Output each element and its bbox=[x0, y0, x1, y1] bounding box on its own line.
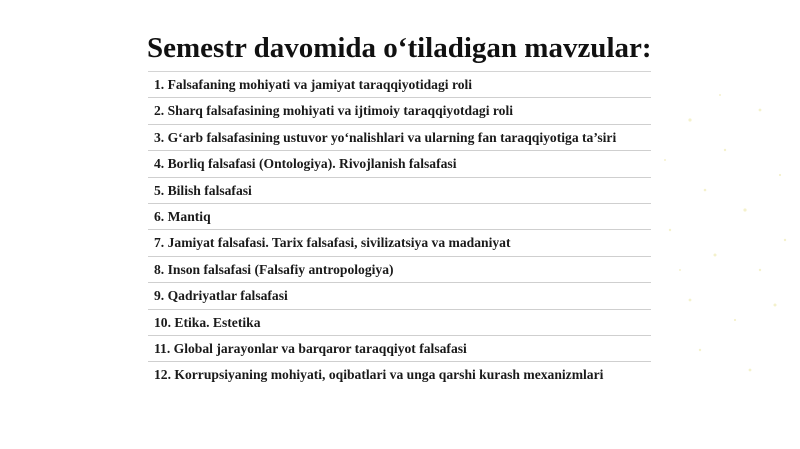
list-item: 12. Korrupsiyaning mohiyati, oqibatlari va unga qarshi kurash mexanizmlari bbox=[154, 367, 604, 383]
list-item: 6. Mantiq bbox=[148, 204, 651, 230]
list-item: 5. Bilish falsafasi bbox=[148, 178, 651, 204]
topic-list bbox=[148, 71, 651, 389]
list-item: 4. Borliq falsafasi (Ontologiya). Rivojlanish falsafasi bbox=[148, 151, 651, 177]
list-item: 11. Global jarayonlar va barqaror taraqqiyot falsafasi bbox=[148, 336, 651, 362]
page-title: Semestr davomida o‘tiladigan mavzular: bbox=[147, 32, 652, 64]
list-item: 2. Sharq falsafasining mohiyati va ijtimoiy taraqqiyotdagi roli bbox=[148, 98, 651, 124]
list-item: 9. Qadriyatlar falsafasi bbox=[148, 283, 651, 309]
list-item: 3. G‘arb falsafasining ustuvor yo‘nalishlari va ularning fan taraqqiyotiga ta’siri bbox=[148, 125, 651, 151]
list-item: 1. Falsafaning mohiyati va jamiyat taraqqiyotidagi roli bbox=[148, 72, 651, 98]
list-item: 7. Jamiyat falsafasi. Tarix falsafasi, sivilizatsiya va madaniyat bbox=[148, 230, 651, 256]
list-item: 10. Etika. Estetika bbox=[148, 310, 651, 336]
list-item: 8. Inson falsafasi (Falsafiy antropologiya) bbox=[148, 257, 651, 283]
